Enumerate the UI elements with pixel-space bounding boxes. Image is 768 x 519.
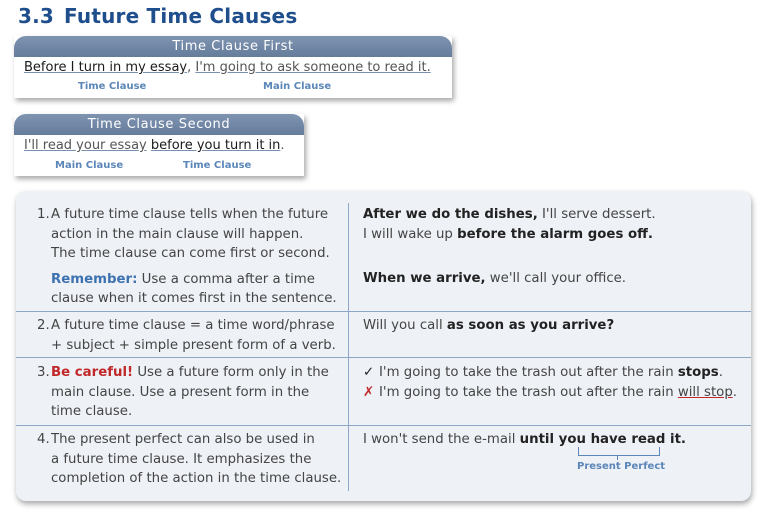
present-perfect-bracket xyxy=(578,447,660,456)
rule-number: 4. xyxy=(37,432,50,447)
rule-text-line xyxy=(51,363,343,383)
cross-icon: ✗ xyxy=(363,384,375,400)
rule-number: 2. xyxy=(37,318,50,333)
period: . xyxy=(280,138,285,153)
section-heading: Future Time Clauses xyxy=(64,4,298,28)
example-text: I will wake up xyxy=(363,226,453,242)
period: . xyxy=(732,384,737,400)
rule-text-line: a future time clause. It emphasizes the xyxy=(51,451,312,467)
box-header: Time Clause Second xyxy=(14,114,304,135)
example xyxy=(363,430,743,450)
example xyxy=(363,269,743,289)
incorrect-form: will stop xyxy=(677,384,733,400)
example-bold: stops xyxy=(677,365,719,380)
rule-text-line: The time clause can come first or second. xyxy=(51,246,330,261)
example-sentence xyxy=(14,135,304,153)
examples-3 xyxy=(363,363,748,402)
rule-text-line: time clause. xyxy=(51,404,133,419)
example-bold: before the alarm goes off. xyxy=(457,226,653,242)
example-bold: as soon as you arrive? xyxy=(446,318,615,333)
remember-text: clause when it comes first in the sentence. xyxy=(51,291,337,306)
box-header: Time Clause First xyxy=(14,36,452,57)
time-clause-text: before you turn it in xyxy=(150,138,281,153)
example-sentence xyxy=(14,57,452,75)
row-divider xyxy=(16,357,751,358)
examples-1 xyxy=(363,205,743,289)
rule-number: 1. xyxy=(37,207,50,222)
correct-example xyxy=(363,363,748,383)
time-clause-text: Before I turn in my essay xyxy=(24,60,188,75)
example xyxy=(363,316,743,336)
example-text: I'm going to take the trash out after the rain xyxy=(379,365,674,380)
careful-label: Be careful! xyxy=(51,365,134,380)
period: . xyxy=(718,365,723,380)
example-bold: When we arrive, xyxy=(363,271,486,286)
remember-text: Use a comma after a time xyxy=(141,271,315,287)
rule-text-line: The present perfect can also be used in xyxy=(51,432,315,447)
rule-text-line: + subject + simple present form of a verb. xyxy=(51,337,336,353)
rule-text-line: A future time clause tells when the future xyxy=(51,207,329,222)
main-clause-text: I'm going to ask someone to read it. xyxy=(195,60,431,75)
label-present-perfect: Present Perfect xyxy=(577,461,666,472)
examples-4 xyxy=(363,430,743,450)
example xyxy=(363,225,743,245)
rule-text-line: action in the main clause will happen. xyxy=(51,226,304,242)
example-text: I'm going to take the trash out after the rain xyxy=(379,384,674,400)
label-main-clause: Main Clause xyxy=(55,160,124,171)
main-clause-text: I'll read your essay xyxy=(24,138,147,153)
rule-number: 3. xyxy=(37,365,50,380)
section-title xyxy=(18,4,297,28)
incorrect-example xyxy=(363,383,748,403)
rule-text: Use a future form only in the xyxy=(137,365,329,380)
rule-text-line: main clause. Use a present form in the xyxy=(51,384,310,400)
column-divider xyxy=(348,203,349,491)
label-main-clause: Main Clause xyxy=(263,81,332,92)
checkmark-icon: ✓ xyxy=(363,365,375,380)
example-text: we'll call your office. xyxy=(489,271,627,286)
rule-text-line: A future time clause = a time word/phrase xyxy=(51,318,335,333)
comma: , xyxy=(187,60,192,75)
row-divider xyxy=(16,425,751,426)
row-divider xyxy=(16,311,751,312)
rule-3 xyxy=(37,363,343,422)
example-text: Will you call xyxy=(363,318,443,333)
rule-4 xyxy=(37,430,343,489)
example-text: I won't send the e-mail xyxy=(363,432,516,447)
example xyxy=(363,205,743,225)
example-bold: After we do the dishes, xyxy=(363,207,538,222)
bracket-tick xyxy=(617,455,618,460)
label-time-clause: Time Clause xyxy=(183,160,252,171)
rule-1 xyxy=(37,205,343,309)
remember-label: Remember: xyxy=(51,271,138,287)
section-number: 3.3 xyxy=(18,4,55,28)
example-bold: until you have read it. xyxy=(519,432,686,447)
examples-2 xyxy=(363,316,743,336)
rule-2 xyxy=(37,316,343,355)
rule-text-line: completion of the action in the time clause. xyxy=(51,471,342,486)
remember-note xyxy=(51,270,343,290)
example-text: I'll serve dessert. xyxy=(542,207,656,222)
label-time-clause: Time Clause xyxy=(78,81,147,92)
